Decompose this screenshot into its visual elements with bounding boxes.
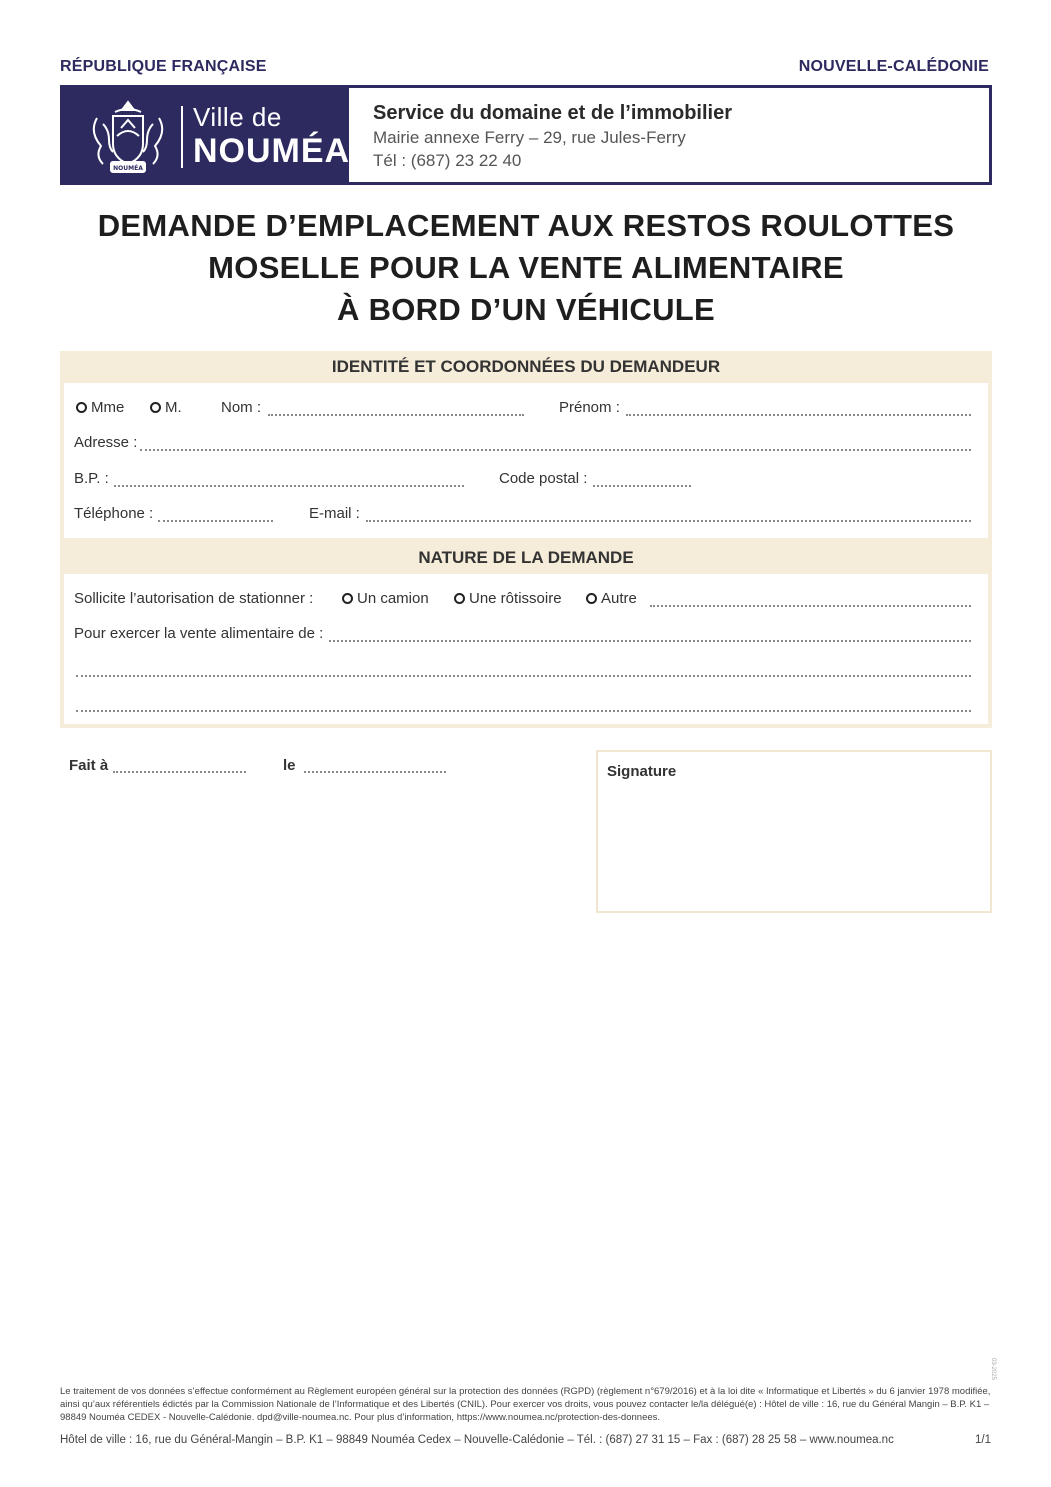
region-label: NOUVELLE-CALÉDONIE — [798, 58, 989, 75]
fait-a-field[interactable] — [113, 771, 246, 773]
legal-notice: Le traitement de vos données s’effectue conformément au Règlement européen général sur la protection des données (RGPD) (règlement n°679/2016) et à la loi dite « Informatique et Libertés » du 6 janvier 1978 modifiée, ainsi qu’aux référentiels édictés par la Commission Nationale de l’Informatique et des Libertés (CNIL). Pour exercer vos droits, vous pouvez contacter le/la délégué(e) : Hôtel de ville : 16, rue du Général Mangin – B.P. K1 – 98849 Nouméa CEDEX - Nouvelle-Calédonie. dpd@ville-noumea.nc. Pour plus d’information, https://www.noumea.nc/protection-des-donnees. — [60, 1386, 991, 1423]
fait-a-label: Fait à — [69, 757, 109, 774]
service-phone: Tél : (687) 23 22 40 — [373, 151, 522, 170]
signature-box[interactable] — [596, 750, 992, 913]
adresse-label: Adresse : — [74, 434, 138, 451]
autre-field[interactable] — [650, 605, 971, 607]
radio-icon[interactable] — [150, 402, 161, 413]
nom-label: Nom : — [221, 399, 262, 416]
le-label: le — [283, 757, 296, 774]
bp-field[interactable] — [114, 485, 464, 487]
exercer-field[interactable] — [329, 640, 971, 642]
radio-icon[interactable] — [454, 593, 465, 604]
form-title-line-3: À BORD D’UN VÉHICULE — [336, 292, 715, 327]
rotissoire-option[interactable]: Une rôtissoire — [454, 590, 562, 607]
nature-heading: NATURE DE LA DEMANDE — [418, 548, 634, 567]
code-postal-field[interactable] — [593, 485, 691, 487]
republique-label: RÉPUBLIQUE FRANÇAISE — [60, 58, 267, 75]
sollicite-label: Sollicite l’autorisation de stationner : — [74, 590, 314, 607]
nom-field[interactable] — [268, 414, 524, 416]
form-title-line-2: MOSELLE POUR LA VENTE ALIMENTAIRE — [208, 250, 844, 285]
radio-icon[interactable] — [586, 593, 597, 604]
title-mme-option[interactable]: Mme — [76, 399, 124, 416]
city-emblem-icon — [85, 98, 171, 178]
bp-label: B.P. : — [74, 470, 109, 487]
form-title-line-1: DEMANDE D’EMPLACEMENT AUX RESTOS ROULOTTES — [97, 208, 955, 243]
radio-icon[interactable] — [342, 593, 353, 604]
logo-noumea-text: NOUMÉA — [193, 132, 351, 170]
identity-heading: IDENTITÉ ET COORDONNÉES DU DEMANDEUR — [331, 357, 721, 376]
prenom-field[interactable] — [626, 414, 971, 416]
document-code: 03-2025 — [990, 1358, 996, 1381]
adresse-field[interactable] — [140, 449, 971, 451]
telephone-label: Téléphone : — [74, 505, 154, 522]
title-m-option[interactable]: M. — [150, 399, 182, 416]
header-banner — [60, 85, 992, 185]
telephone-field[interactable] — [158, 520, 273, 522]
email-label: E-mail : — [309, 505, 360, 522]
emblem-text: NOUMÉA — [113, 165, 143, 172]
email-field[interactable] — [366, 520, 971, 522]
nature-section — [60, 542, 992, 728]
signature-label: Signature — [607, 763, 677, 780]
prenom-label: Prénom : — [559, 399, 620, 416]
city-logo — [63, 88, 349, 182]
camion-option[interactable]: Un camion — [342, 590, 429, 607]
logo-separator — [181, 106, 183, 168]
exercer-field-line-3[interactable] — [76, 710, 971, 712]
service-address: Mairie annexe Ferry – 29, rue Jules-Ferry — [373, 128, 686, 147]
page-number: 1/1 — [975, 1434, 991, 1446]
logo-ville-text: Ville de — [193, 102, 282, 132]
exercer-field-line-2[interactable] — [76, 675, 971, 677]
identity-section — [60, 351, 992, 542]
code-postal-label: Code postal : — [499, 470, 588, 487]
footer-address: Hôtel de ville : 16, rue du Général-Mangin – B.P. K1 – 98849 Nouméa Cedex – Nouvelle-Calédonie – Tél. : (687) 27 31 15 – Fax : (687) 28 25 58 – www.noumea.nc — [60, 1434, 894, 1446]
date-field[interactable] — [304, 771, 446, 773]
radio-icon[interactable] — [76, 402, 87, 413]
exercer-label: Pour exercer la vente alimentaire de : — [74, 625, 324, 642]
autre-option[interactable]: Autre — [586, 590, 637, 607]
service-title: Service du domaine et de l’immobilier — [373, 102, 732, 124]
